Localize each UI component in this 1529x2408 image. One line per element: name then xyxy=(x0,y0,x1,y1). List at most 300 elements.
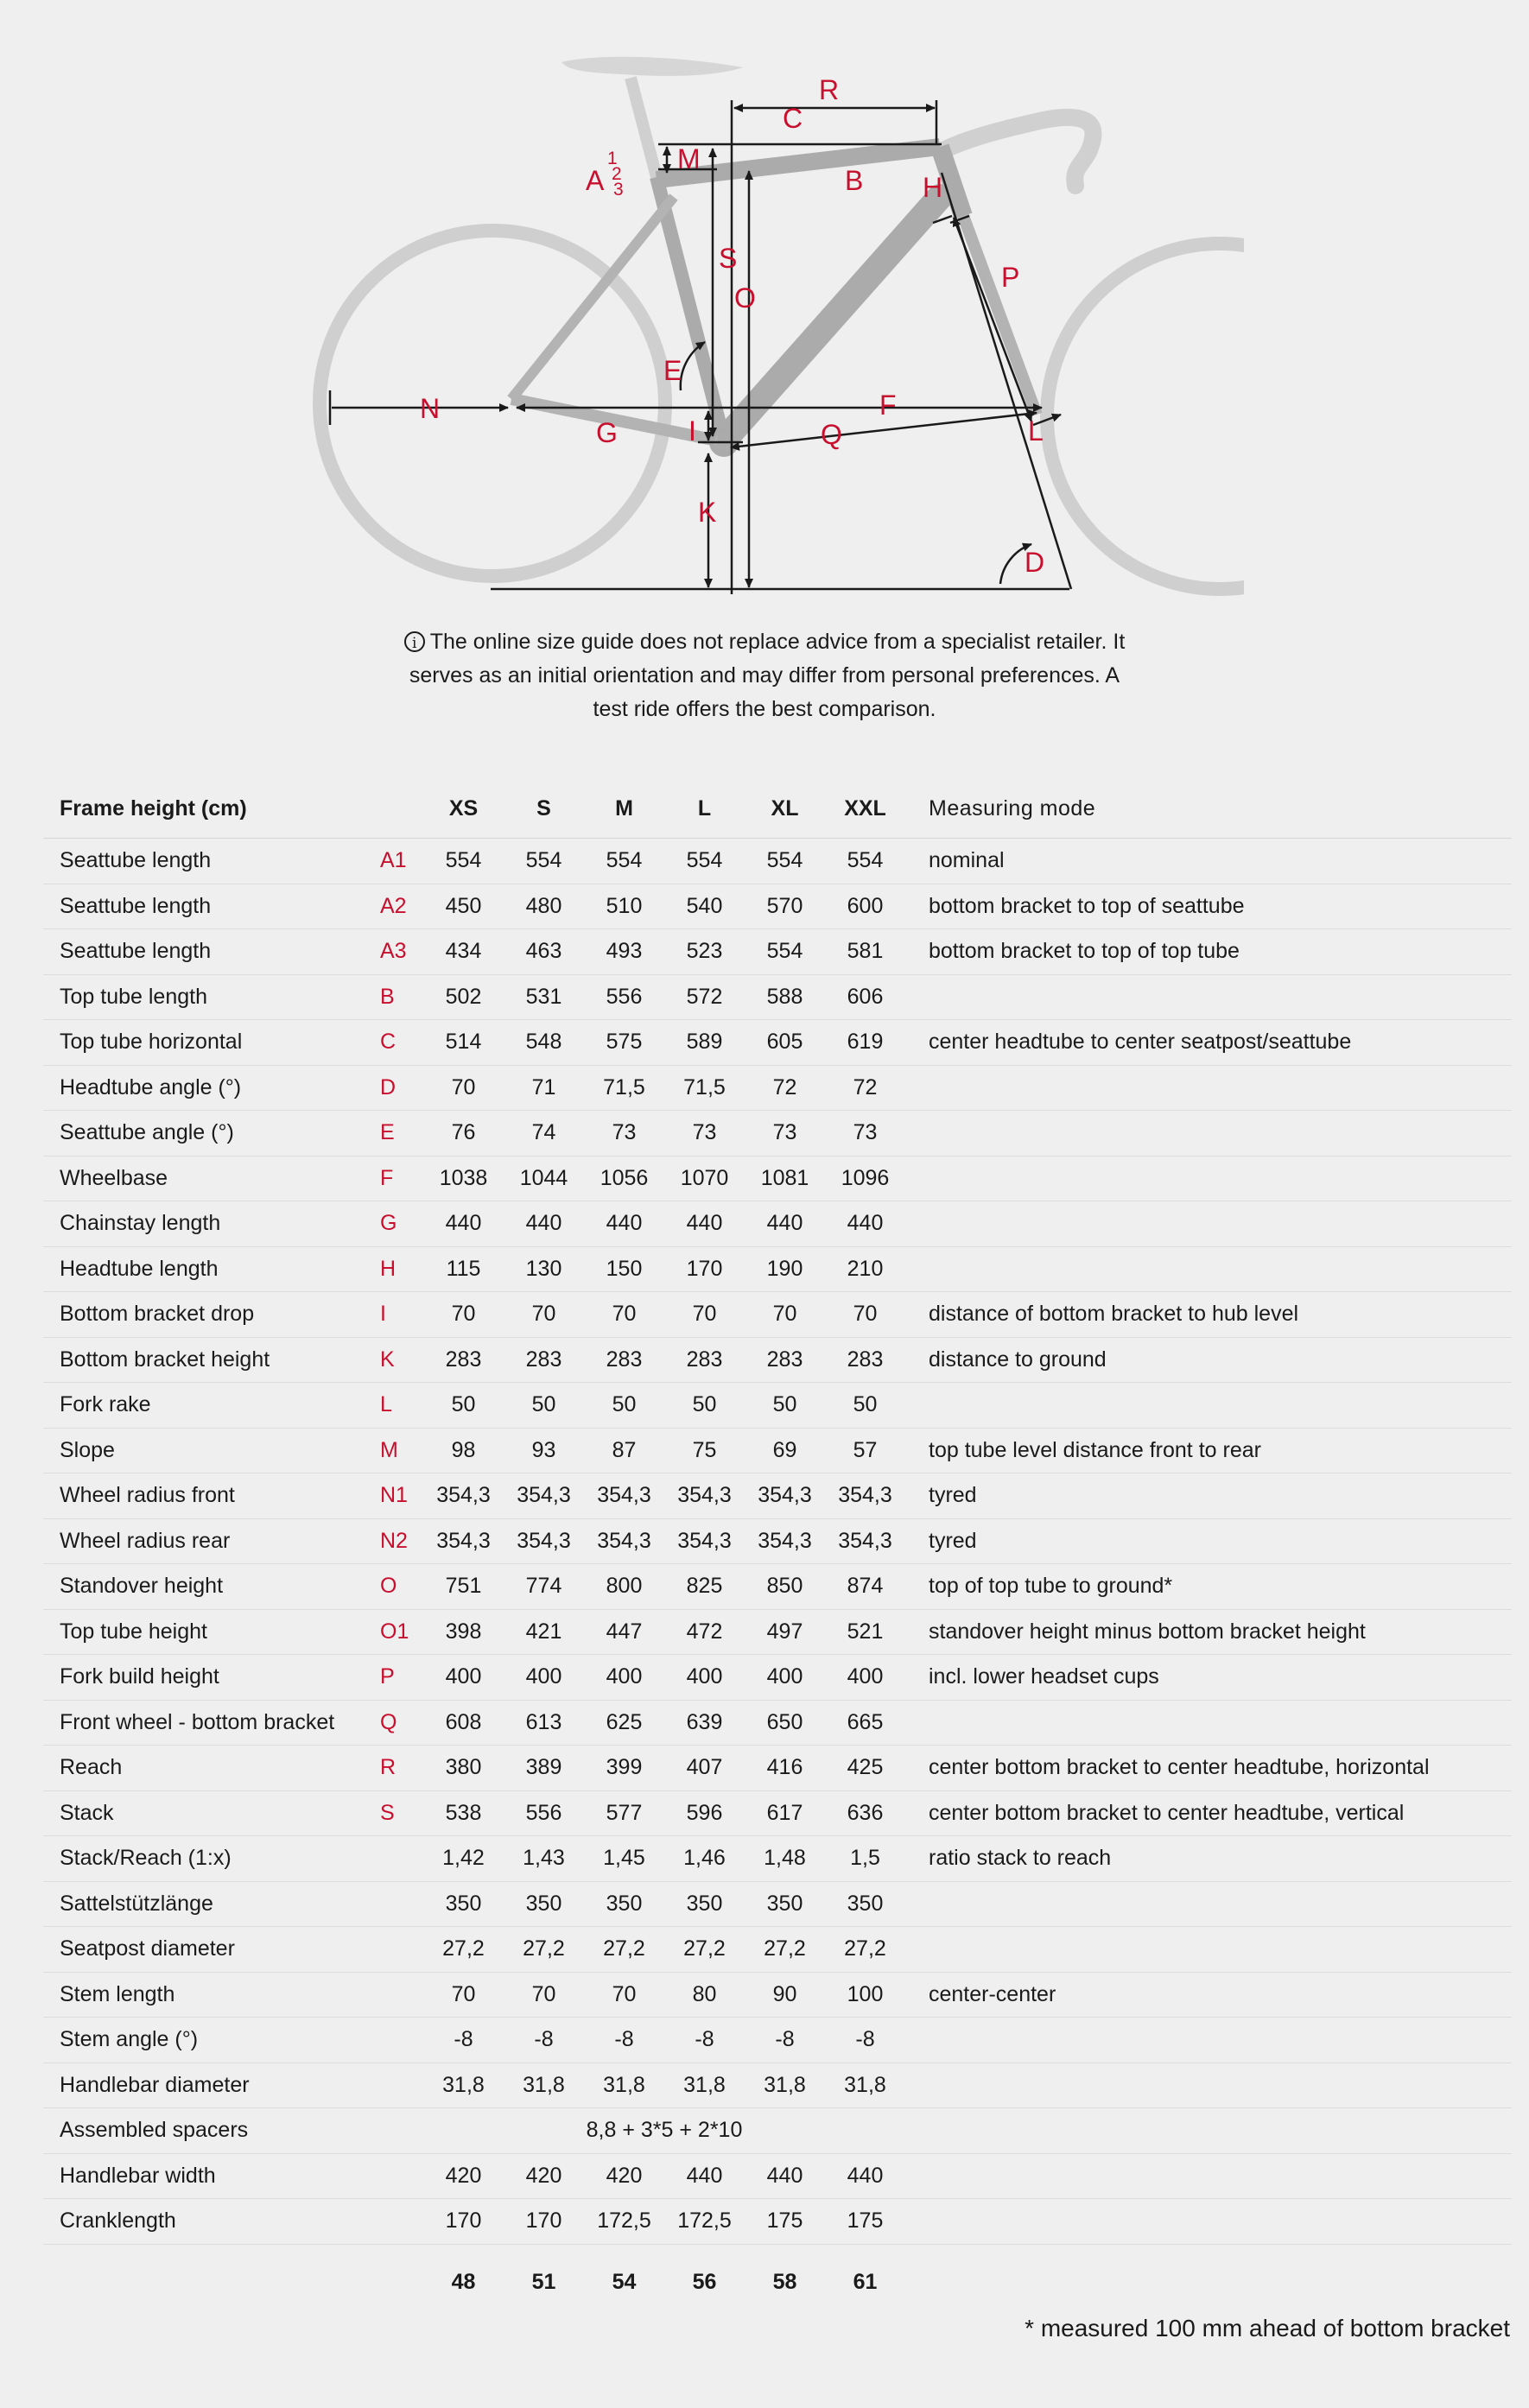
row-value: 175 xyxy=(825,2199,905,2245)
row-code: I xyxy=(367,1292,423,1338)
saddle xyxy=(561,57,743,76)
label-S: S xyxy=(719,243,738,274)
row-value: 554 xyxy=(504,839,584,884)
disclaimer-line-3: test ride offers the best comparison. xyxy=(593,697,936,721)
row-name: Handlebar diameter xyxy=(43,2063,367,2108)
row-value: 825 xyxy=(664,1564,745,1610)
row-mode xyxy=(905,1201,1512,1247)
row-value: 50 xyxy=(825,1383,905,1429)
row-value: -8 xyxy=(745,2018,825,2063)
table-row xyxy=(43,929,1512,975)
row-value: 596 xyxy=(664,1790,745,1836)
row-name: Fork build height xyxy=(43,1655,367,1701)
header-measuring-mode: Measuring mode xyxy=(905,780,1512,839)
row-value: 170 xyxy=(423,2199,504,2245)
row-value: 71,5 xyxy=(584,1065,664,1111)
table-row xyxy=(43,1972,1512,2018)
row-value: 588 xyxy=(745,974,825,1020)
handlebar xyxy=(942,117,1093,186)
row-value: 27,2 xyxy=(664,1927,745,1973)
row-value: 283 xyxy=(825,1337,905,1383)
row-value: 70 xyxy=(504,1972,584,2018)
geometry-table xyxy=(43,780,1512,2321)
row-mode: nominal xyxy=(905,839,1512,884)
row-value: 73 xyxy=(664,1111,745,1156)
disclaimer xyxy=(380,625,1149,726)
row-value: 172,5 xyxy=(664,2199,745,2245)
row-value: 440 xyxy=(584,1201,664,1247)
row-code: A2 xyxy=(367,884,423,929)
header-frame-height: Frame height (cm) xyxy=(43,780,367,839)
row-value: 1096 xyxy=(825,1156,905,1201)
row-name: Sattelstützlänge xyxy=(43,1881,367,1927)
row-value: 354,3 xyxy=(584,1518,664,1564)
row-value: 440 xyxy=(745,1201,825,1247)
row-name: Assembled spacers xyxy=(43,2108,367,2154)
label-K: K xyxy=(698,497,717,528)
row-value: 27,2 xyxy=(825,1927,905,1973)
row-value: 50 xyxy=(584,1383,664,1429)
row-mode xyxy=(905,2108,1512,2154)
row-code: R xyxy=(367,1746,423,1791)
row-value: 400 xyxy=(825,1655,905,1701)
header-size-l: L xyxy=(664,780,745,839)
row-value: 493 xyxy=(584,929,664,975)
row-code xyxy=(367,2199,423,2245)
row-value: 72 xyxy=(745,1065,825,1111)
row-value: 521 xyxy=(825,1609,905,1655)
row-value: 400 xyxy=(423,1655,504,1701)
row-value: 554 xyxy=(825,839,905,884)
table-header xyxy=(43,780,1512,839)
row-code: B xyxy=(367,974,423,1020)
row-code: L xyxy=(367,1383,423,1429)
row-value: 589 xyxy=(664,1020,745,1066)
row-value: 354,3 xyxy=(664,1518,745,1564)
row-value: 350 xyxy=(423,1881,504,1927)
row-value: 283 xyxy=(664,1337,745,1383)
row-value: 354,3 xyxy=(664,1473,745,1519)
row-value: 434 xyxy=(423,929,504,975)
seat-stay xyxy=(511,197,674,399)
row-code: O xyxy=(367,1564,423,1610)
row-value: 400 xyxy=(664,1655,745,1701)
header-code xyxy=(367,780,423,839)
row-value: 354,3 xyxy=(504,1473,584,1519)
row-value: 636 xyxy=(825,1790,905,1836)
footer-value: 54 xyxy=(612,2270,637,2294)
row-value: 497 xyxy=(745,1609,825,1655)
row-code xyxy=(367,1881,423,1927)
row-value: 850 xyxy=(745,1564,825,1610)
row-code: S xyxy=(367,1790,423,1836)
header-size-s: S xyxy=(504,780,584,839)
table-row xyxy=(43,2108,1512,2154)
footer-value: 61 xyxy=(853,2270,878,2294)
row-mode: bottom bracket to top of top tube xyxy=(905,929,1512,975)
row-value: 50 xyxy=(504,1383,584,1429)
row-code: G xyxy=(367,1201,423,1247)
table-footer-row xyxy=(43,2244,1512,2321)
table-row xyxy=(43,1201,1512,1247)
table-row xyxy=(43,1609,1512,1655)
label-G: G xyxy=(596,417,618,448)
table-row xyxy=(43,1246,1512,1292)
row-value: 440 xyxy=(664,1201,745,1247)
row-value: 283 xyxy=(584,1337,664,1383)
row-mode: bottom bracket to top of seattube xyxy=(905,884,1512,929)
row-value: 577 xyxy=(584,1790,664,1836)
row-value: 73 xyxy=(825,1111,905,1156)
row-value: 531 xyxy=(504,974,584,1020)
down-tube xyxy=(724,197,940,440)
row-value: 75 xyxy=(664,1428,745,1473)
row-value: 502 xyxy=(423,974,504,1020)
row-value: 31,8 xyxy=(504,2063,584,2108)
row-value: 774 xyxy=(504,1564,584,1610)
row-name: Stem length xyxy=(43,1972,367,2018)
row-value: 554 xyxy=(745,839,825,884)
row-code xyxy=(367,2153,423,2199)
row-name: Headtube angle (°) xyxy=(43,1065,367,1111)
row-value: 1044 xyxy=(504,1156,584,1201)
table-row xyxy=(43,974,1512,1020)
label-I: I xyxy=(688,415,696,447)
row-code xyxy=(367,1972,423,2018)
row-name: Seattube length xyxy=(43,839,367,884)
table-row xyxy=(43,1836,1512,1882)
row-value-span: 8,8 + 3*5 + 2*10 xyxy=(423,2108,905,2154)
row-value: 31,8 xyxy=(584,2063,664,2108)
row-value: 407 xyxy=(664,1746,745,1791)
footer-empty xyxy=(43,2244,367,2321)
row-name: Bottom bracket drop xyxy=(43,1292,367,1338)
row-mode xyxy=(905,1111,1512,1156)
row-value: 1056 xyxy=(584,1156,664,1201)
row-value: 283 xyxy=(423,1337,504,1383)
row-value: 90 xyxy=(745,1972,825,2018)
row-value: 572 xyxy=(664,974,745,1020)
row-value: 190 xyxy=(745,1246,825,1292)
row-value: 73 xyxy=(584,1111,664,1156)
table-row xyxy=(43,1337,1512,1383)
disclaimer-line-1: i The online size guide does not replace advice from a specialist retailer. It xyxy=(380,625,1149,659)
row-code: D xyxy=(367,1065,423,1111)
row-mode: standover height minus bottom bracket height xyxy=(905,1609,1512,1655)
row-value: 581 xyxy=(825,929,905,975)
row-mode: center bottom bracket to center headtube, horizontal xyxy=(905,1746,1512,1791)
table-body xyxy=(43,839,1512,2321)
row-code: P xyxy=(367,1655,423,1701)
row-name: Handlebar width xyxy=(43,2153,367,2199)
row-value: 575 xyxy=(584,1020,664,1066)
row-mode: center headtube to center seatpost/seattube xyxy=(905,1020,1512,1066)
row-value: 554 xyxy=(584,839,664,884)
row-value: 70 xyxy=(584,1972,664,2018)
table-row xyxy=(43,1020,1512,1066)
row-code xyxy=(367,2018,423,2063)
row-value: 1,5 xyxy=(825,1836,905,1882)
row-value: 27,2 xyxy=(423,1927,504,1973)
row-value: 416 xyxy=(745,1746,825,1791)
row-value: 175 xyxy=(745,2199,825,2245)
table-row xyxy=(43,884,1512,929)
row-value: 74 xyxy=(504,1111,584,1156)
row-value: 554 xyxy=(664,839,745,884)
label-O: O xyxy=(734,282,756,314)
row-value: -8 xyxy=(664,2018,745,2063)
table-row xyxy=(43,1292,1512,1338)
row-value: 380 xyxy=(423,1746,504,1791)
table-row xyxy=(43,1428,1512,1473)
table-row xyxy=(43,2199,1512,2245)
row-code xyxy=(367,2063,423,2108)
label-Q: Q xyxy=(821,419,842,450)
row-name: Fork rake xyxy=(43,1383,367,1429)
row-name: Wheelbase xyxy=(43,1156,367,1201)
row-value: 400 xyxy=(745,1655,825,1701)
header-size-xxl: XXL xyxy=(825,780,905,839)
row-value: 440 xyxy=(825,2153,905,2199)
row-mode xyxy=(905,2199,1512,2245)
row-value: 1070 xyxy=(664,1156,745,1201)
row-value: 57 xyxy=(825,1428,905,1473)
row-code: N2 xyxy=(367,1518,423,1564)
row-value: 1,43 xyxy=(504,1836,584,1882)
row-value: 150 xyxy=(584,1246,664,1292)
row-value: 76 xyxy=(423,1111,504,1156)
row-value: 31,8 xyxy=(825,2063,905,2108)
row-value: 31,8 xyxy=(664,2063,745,2108)
row-value: 70 xyxy=(423,1972,504,2018)
row-value: 556 xyxy=(504,1790,584,1836)
front-wheel xyxy=(1047,244,1244,589)
table-row xyxy=(43,1473,1512,1519)
row-value: 514 xyxy=(423,1020,504,1066)
label-M: M xyxy=(677,143,701,174)
row-value: 73 xyxy=(745,1111,825,1156)
row-value: 50 xyxy=(664,1383,745,1429)
row-value: 50 xyxy=(423,1383,504,1429)
row-value: 98 xyxy=(423,1428,504,1473)
table-row xyxy=(43,1700,1512,1746)
row-value: 1038 xyxy=(423,1156,504,1201)
row-value: 283 xyxy=(745,1337,825,1383)
footnote: * measured 100 mm ahead of bottom bracket xyxy=(1025,2315,1510,2341)
label-N: N xyxy=(420,393,441,424)
row-code xyxy=(367,1836,423,1882)
row-mode xyxy=(905,2063,1512,2108)
label-A: A xyxy=(586,165,605,196)
row-value: 570 xyxy=(745,884,825,929)
row-value: 600 xyxy=(825,884,905,929)
label-C: C xyxy=(783,103,803,134)
row-value: 1081 xyxy=(745,1156,825,1201)
row-value: 350 xyxy=(504,1881,584,1927)
footer-empty xyxy=(905,2244,1512,2321)
row-value: -8 xyxy=(423,2018,504,2063)
header-size-xs: XS xyxy=(423,780,504,839)
row-name: Stack/Reach (1:x) xyxy=(43,1836,367,1882)
table-row xyxy=(43,1383,1512,1429)
row-value: 420 xyxy=(504,2153,584,2199)
row-value: 31,8 xyxy=(745,2063,825,2108)
row-mode: tyred xyxy=(905,1473,1512,1519)
row-mode xyxy=(905,2153,1512,2199)
label-H: H xyxy=(923,172,943,203)
table-row xyxy=(43,1111,1512,1156)
row-value: 1,45 xyxy=(584,1836,664,1882)
row-value: -8 xyxy=(584,2018,664,2063)
row-value: 354,3 xyxy=(745,1473,825,1519)
table-row xyxy=(43,1065,1512,1111)
row-name: Stack xyxy=(43,1790,367,1836)
row-value: 548 xyxy=(504,1020,584,1066)
row-mode xyxy=(905,1700,1512,1746)
row-value: 27,2 xyxy=(504,1927,584,1973)
label-B: B xyxy=(845,165,864,196)
row-value: 69 xyxy=(745,1428,825,1473)
label-L: L xyxy=(1028,415,1044,447)
row-value: -8 xyxy=(825,2018,905,2063)
row-value: 447 xyxy=(584,1609,664,1655)
row-mode xyxy=(905,1927,1512,1973)
row-value: 1,42 xyxy=(423,1836,504,1882)
row-value: 354,3 xyxy=(423,1473,504,1519)
row-code xyxy=(367,1927,423,1973)
row-mode: ratio stack to reach xyxy=(905,1836,1512,1882)
row-mode: distance of bottom bracket to hub level xyxy=(905,1292,1512,1338)
row-value: 170 xyxy=(664,1246,745,1292)
row-value: 354,3 xyxy=(825,1518,905,1564)
row-code: F xyxy=(367,1156,423,1201)
row-name: Seattube angle (°) xyxy=(43,1111,367,1156)
row-name: Seattube length xyxy=(43,884,367,929)
row-value: 70 xyxy=(504,1292,584,1338)
row-value: 354,3 xyxy=(584,1473,664,1519)
row-value: 440 xyxy=(745,2153,825,2199)
info-icon: i xyxy=(404,631,425,652)
row-value: 350 xyxy=(584,1881,664,1927)
row-name: Headtube length xyxy=(43,1246,367,1292)
footer-value: 56 xyxy=(692,2270,717,2294)
row-value: 619 xyxy=(825,1020,905,1066)
row-value: 440 xyxy=(825,1201,905,1247)
row-value: 440 xyxy=(423,1201,504,1247)
row-code: H xyxy=(367,1246,423,1292)
row-value: 172,5 xyxy=(584,2199,664,2245)
table-row xyxy=(43,1156,1512,1201)
row-value: 398 xyxy=(423,1609,504,1655)
row-value: 354,3 xyxy=(423,1518,504,1564)
row-value: 538 xyxy=(423,1790,504,1836)
label-A3: 3 xyxy=(613,180,624,200)
row-code: Q xyxy=(367,1700,423,1746)
row-value: 800 xyxy=(584,1564,664,1610)
row-value: 425 xyxy=(825,1746,905,1791)
row-name: Top tube height xyxy=(43,1609,367,1655)
row-value: 420 xyxy=(584,2153,664,2199)
footer-value: 48 xyxy=(451,2270,476,2294)
table-row xyxy=(43,1655,1512,1701)
row-value: 1,48 xyxy=(745,1836,825,1882)
row-value: 400 xyxy=(584,1655,664,1701)
row-value: 93 xyxy=(504,1428,584,1473)
row-code: O1 xyxy=(367,1609,423,1655)
row-value: 400 xyxy=(504,1655,584,1701)
row-mode xyxy=(905,1246,1512,1292)
fork xyxy=(963,216,1037,415)
row-value: 87 xyxy=(584,1428,664,1473)
row-code: K xyxy=(367,1337,423,1383)
table-row xyxy=(43,2018,1512,2063)
row-name: Cranklength xyxy=(43,2199,367,2245)
table-row xyxy=(43,2153,1512,2199)
row-name: Top tube horizontal xyxy=(43,1020,367,1066)
row-value: 421 xyxy=(504,1609,584,1655)
row-value: 27,2 xyxy=(584,1927,664,1973)
row-value: 350 xyxy=(825,1881,905,1927)
row-value: 70 xyxy=(664,1292,745,1338)
row-value: 350 xyxy=(745,1881,825,1927)
row-value: 650 xyxy=(745,1700,825,1746)
row-mode xyxy=(905,1156,1512,1201)
row-value: 70 xyxy=(584,1292,664,1338)
table-row xyxy=(43,1881,1512,1927)
row-code: C xyxy=(367,1020,423,1066)
footer-empty xyxy=(367,2244,423,2321)
row-code: A1 xyxy=(367,839,423,884)
rear-wheel xyxy=(320,231,665,576)
row-mode xyxy=(905,2018,1512,2063)
label-E: E xyxy=(663,355,682,386)
header-size-m: M xyxy=(584,780,664,839)
label-R: R xyxy=(819,74,840,105)
row-value: 71 xyxy=(504,1065,584,1111)
row-value: 639 xyxy=(664,1700,745,1746)
row-value: 472 xyxy=(664,1609,745,1655)
row-value: 450 xyxy=(423,884,504,929)
row-value: 70 xyxy=(423,1065,504,1111)
row-code: E xyxy=(367,1111,423,1156)
row-mode: distance to ground xyxy=(905,1337,1512,1383)
row-mode: incl. lower headset cups xyxy=(905,1655,1512,1701)
disclaimer-line-2: serves as an initial orientation and may differ from personal preferences. A xyxy=(409,663,1120,688)
bike-geometry-diagram xyxy=(311,35,1244,622)
seatpost xyxy=(631,78,657,177)
row-name: Chainstay length xyxy=(43,1201,367,1247)
row-name: Front wheel - bottom bracket xyxy=(43,1700,367,1746)
row-value: 523 xyxy=(664,929,745,975)
row-value: 350 xyxy=(664,1881,745,1927)
row-name: Stem angle (°) xyxy=(43,2018,367,2063)
row-value: 613 xyxy=(504,1700,584,1746)
table-row xyxy=(43,1564,1512,1610)
row-value: 440 xyxy=(664,2153,745,2199)
row-name: Standover height xyxy=(43,1564,367,1610)
row-value: 130 xyxy=(504,1246,584,1292)
table-row xyxy=(43,839,1512,884)
row-name: Bottom bracket height xyxy=(43,1337,367,1383)
row-value: 463 xyxy=(504,929,584,975)
row-code: A3 xyxy=(367,929,423,975)
row-value: 27,2 xyxy=(745,1927,825,1973)
row-value: 554 xyxy=(423,839,504,884)
row-value: 540 xyxy=(664,884,745,929)
row-value: 480 xyxy=(504,884,584,929)
row-value: 389 xyxy=(504,1746,584,1791)
row-mode xyxy=(905,1881,1512,1927)
